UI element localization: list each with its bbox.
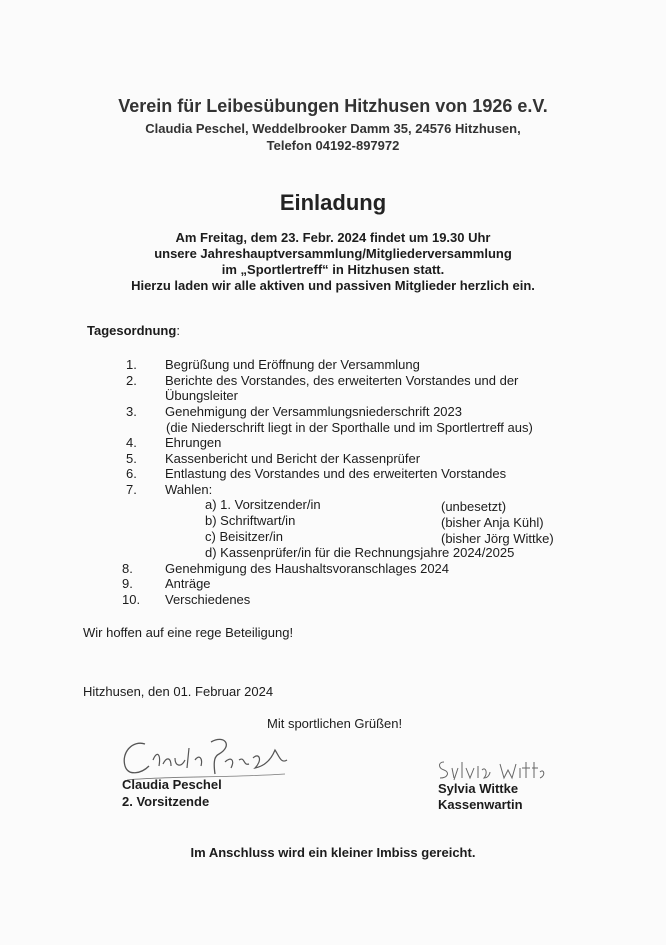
election-c-note: (bisher Jörg Wittke): [441, 531, 554, 546]
agenda-text-10: Verschiedenes: [165, 592, 251, 607]
club-address: Claudia Peschel, Weddelbrooker Damm 35, 24576 Hitzhusen,: [145, 121, 521, 136]
agenda-heading-colon: :: [176, 323, 180, 338]
election-b-note: (bisher Anja Kühl): [441, 515, 544, 530]
club-phone: Telefon 04192-897972: [266, 138, 400, 153]
election-d-label: d) Kassenprüfer/in für die Rechnungsjahre 2024/2025: [205, 545, 515, 560]
agenda-num-10: 10.: [122, 592, 141, 607]
letter-title: Einladung: [279, 190, 387, 215]
closing-note: Im Anschluss wird ein kleiner Imbiss gereicht.: [190, 845, 476, 860]
place-date: Hitzhusen, den 01. Februar 2024: [83, 684, 274, 699]
agenda-text-2b: Übungsleiter: [165, 388, 238, 403]
club-name: Verein für Leibesübungen Hitzhusen von 1926 e.V.: [118, 96, 548, 116]
agenda-text-1: Begrüßung und Eröffnung der Versammlung: [165, 357, 420, 372]
agenda-text-8: Genehmigung des Haushaltsvoranschlages 2024: [165, 561, 450, 576]
agenda-text-4: Ehrungen: [165, 435, 222, 450]
intro-line-2: unsere Jahreshauptversammlung/Mitgliederversammlung: [154, 246, 512, 261]
agenda-num-3: 3.: [126, 404, 137, 419]
election-a-note: (unbesetzt): [441, 499, 507, 514]
agenda-num-7: 7.: [126, 482, 137, 497]
agenda-text-2a: Berichte des Vorstandes, des erweiterten Vorstandes und der: [165, 373, 519, 388]
agenda-text-7: Wahlen:: [165, 482, 213, 497]
signature-sylvia-wittke: [436, 756, 546, 784]
agenda-num-5: 5.: [126, 451, 137, 466]
signer-2-role: Kassenwartin: [438, 797, 523, 812]
agenda-num-2: 2.: [126, 373, 137, 388]
intro-line-3: im „Sportlertreff“ in Hitzhusen statt.: [221, 262, 445, 277]
signer-1-name: Claudia Peschel: [122, 777, 222, 792]
agenda-text-3b: (die Niederschrift liegt in der Sporthalle und im Sportlertreff aus): [166, 420, 533, 435]
election-b-label: b) Schriftwart/in: [205, 513, 296, 528]
agenda-num-4: 4.: [126, 435, 137, 450]
agenda-text-9: Anträge: [165, 576, 211, 591]
agenda-text-5: Kassenbericht und Bericht der Kassenprüfer: [165, 451, 421, 466]
intro-line-1: Am Freitag, dem 23. Febr. 2024 findet um 19.30 Uhr: [175, 230, 491, 245]
agenda-num-8: 8.: [122, 561, 133, 576]
agenda-text-3a: Genehmigung der Versammlungsniederschrift 2023: [165, 404, 463, 419]
agenda-num-9: 9.: [122, 576, 133, 591]
agenda-num-1: 1.: [126, 357, 137, 372]
agenda-text-6: Entlastung des Vorstandes und des erweiterten Vorstandes: [165, 466, 507, 481]
greeting: Mit sportlichen Grüßen!: [267, 716, 403, 731]
election-a-label: a) 1. Vorsitzender/in: [205, 497, 321, 512]
agenda-heading: [87, 323, 180, 338]
hope-line: Wir hoffen auf eine rege Beteiligung!: [83, 625, 294, 640]
signer-2-name: Sylvia Wittke: [438, 781, 519, 796]
agenda-num-6: 6.: [126, 466, 137, 481]
signer-1-role: 2. Vorsitzende: [122, 794, 210, 809]
intro-line-4: Hierzu laden wir alle aktiven und passiven Mitglieder herzlich ein.: [131, 278, 535, 293]
agenda-heading-text: Tagesordnung: [87, 323, 177, 338]
election-c-label: c) Beisitzer/in: [205, 529, 284, 544]
